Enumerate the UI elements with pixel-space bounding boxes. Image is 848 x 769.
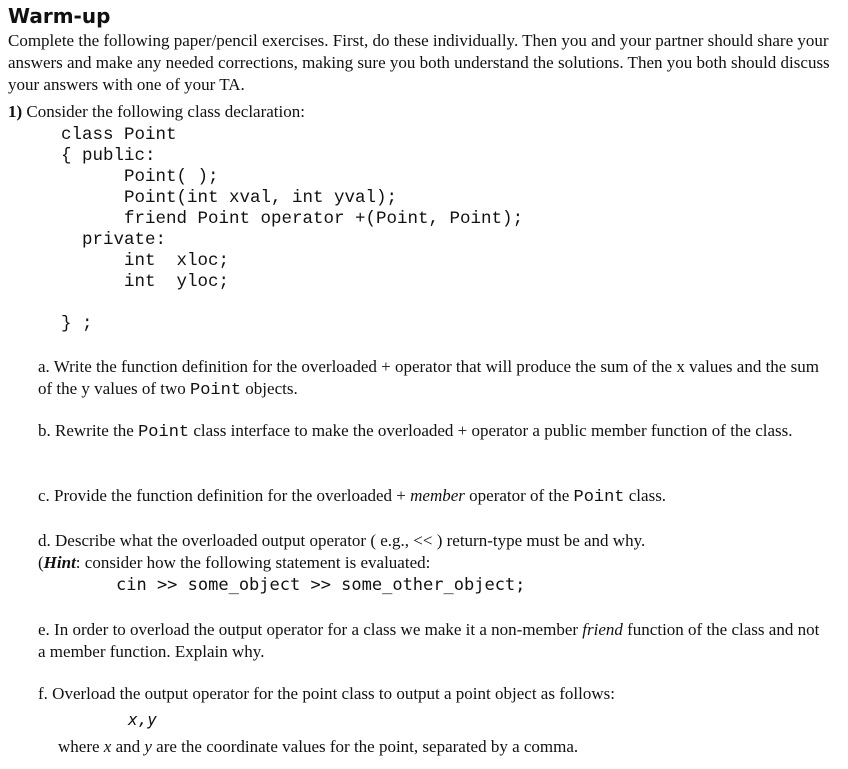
- part-c-code: Point: [573, 488, 625, 507]
- hint-label: Hint: [43, 553, 76, 572]
- part-d-hint: [38, 552, 828, 574]
- question-number: 1): [8, 102, 23, 121]
- part-e-suffix: function of the class and not a member function. Explain why.: [38, 620, 820, 661]
- code-line-1: class Point: [61, 125, 177, 145]
- code-line-4: Point(int xval, int yval);: [124, 188, 398, 208]
- tail-text: are the coordinate values for the point, separated by a comma.: [151, 737, 579, 756]
- part-a: [38, 356, 828, 402]
- code-line-2: { public:: [61, 146, 156, 166]
- part-e-text: e. In order to overload the output operator for a class we make it a non-member: [38, 620, 583, 639]
- question-text: Consider the following class declaration:: [22, 102, 305, 121]
- and-text: and: [111, 737, 145, 756]
- intro-paragraph: Complete the following paper/pencil exercises. First, do these individually. Then you and your partner should share your answers and make any needed corrections, making sure you both understand the solutions. Then you both should discuss your answers with one of your TA.: [8, 31, 830, 94]
- hint-paren: (: [38, 553, 44, 572]
- y-var: y: [144, 737, 152, 756]
- part-a-text: a. Write the function definition for the overloaded + operator that will produce the sum of the x values and the sum of the y values of two: [38, 357, 819, 398]
- part-e-emphasis: friend: [582, 620, 623, 639]
- part-c-emphasis: member: [410, 486, 465, 505]
- code-line-9: } ;: [61, 314, 93, 334]
- where-text: where: [58, 737, 104, 756]
- question-1-heading: [8, 102, 305, 122]
- part-d-line1: d. Describe what the overloaded output operator ( e.g., << ) return-type must be and why.: [38, 531, 646, 550]
- hint-text: : consider how the following statement is evaluated:: [75, 553, 431, 572]
- page-title: Warm-up: [8, 4, 111, 28]
- part-f-format: x,y: [128, 710, 157, 729]
- part-c: [38, 485, 828, 509]
- part-b: [38, 420, 828, 444]
- code-line-8: int yloc;: [124, 272, 230, 292]
- code-line-6: private:: [82, 230, 167, 250]
- part-c-suffix: class.: [624, 486, 667, 505]
- part-c-text: c. Provide the function definition for the overloaded +: [38, 486, 411, 505]
- part-b-text: b. Rewrite the: [38, 421, 139, 440]
- x-var: x: [103, 737, 112, 756]
- part-b-suffix: class interface to make the overloaded + operator a public member function of the class.: [189, 421, 793, 440]
- code-line-3: Point( );: [124, 167, 219, 187]
- part-f-where: [58, 737, 578, 757]
- part-a-suffix: objects.: [241, 379, 298, 398]
- part-a-code: Point: [190, 381, 242, 400]
- code-line-7: int xloc;: [124, 251, 230, 271]
- part-d-code: cin >> some_object >> some_other_object;: [116, 575, 526, 595]
- code-line-5: friend Point operator +(Point, Point);: [124, 209, 524, 229]
- part-c-middle: operator of the: [464, 486, 574, 505]
- part-b-code: Point: [138, 423, 190, 442]
- part-f-line1: f. Overload the output operator for the point class to output a point object as follows:: [38, 684, 615, 703]
- part-e: [38, 619, 828, 663]
